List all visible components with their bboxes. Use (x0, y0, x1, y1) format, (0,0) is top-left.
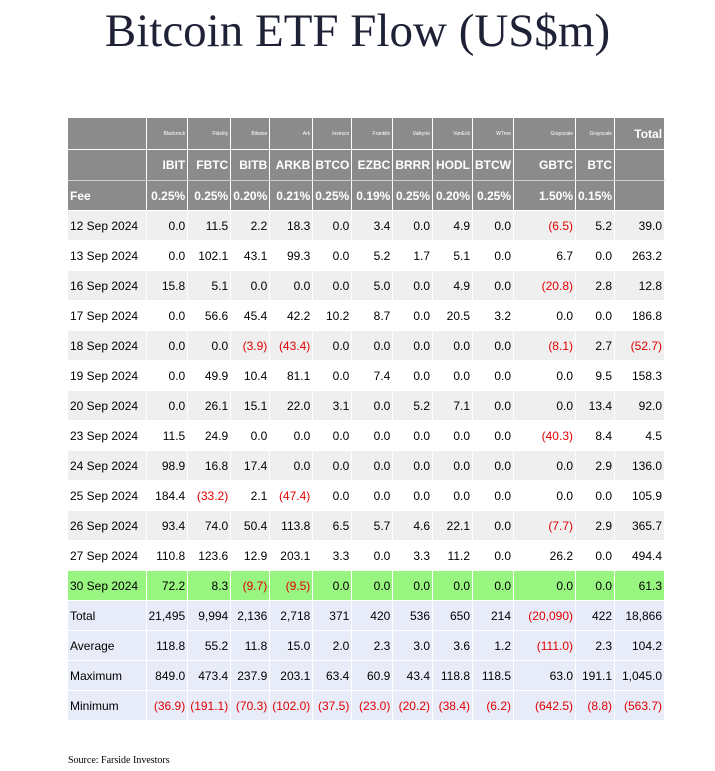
summary-cell: 55.2 (188, 631, 231, 661)
table-row (68, 241, 665, 271)
flow-cell: 0.0 (514, 391, 576, 421)
summary-cell: 2.0 (313, 631, 352, 661)
ticker-label: BTCW (473, 150, 514, 181)
flow-cell: 10.2 (313, 301, 352, 331)
flow-cell: 0.0 (473, 541, 514, 571)
issuer-header-blank (68, 118, 146, 150)
flow-cell: 0.0 (313, 271, 352, 301)
summary-cell: 104.2 (615, 631, 665, 661)
flow-cell: 0.0 (514, 571, 576, 601)
flow-cell: 0.0 (352, 331, 393, 361)
table-row (68, 571, 665, 601)
flow-cell: 0.0 (433, 331, 473, 361)
ticker-label: BTCO (313, 150, 352, 181)
flow-cell: 9.5 (576, 361, 615, 391)
flow-cell: 0.0 (473, 511, 514, 541)
fee-value: 0.25% (473, 181, 514, 211)
flow-cell: 0.0 (393, 211, 433, 241)
flow-cell: 0.0 (313, 241, 352, 271)
flow-cell: 0.0 (433, 421, 473, 451)
issuer-name: WTree (473, 118, 514, 150)
flow-cell: 0.0 (188, 331, 231, 361)
flow-cell: 15.1 (231, 391, 270, 421)
issuer-name: Bitwise (231, 118, 270, 150)
summary-cell: 60.9 (352, 661, 393, 691)
fee-value: 0.20% (231, 181, 270, 211)
ticker-label: BTC (576, 150, 615, 181)
flow-cell: 4.9 (433, 271, 473, 301)
summary-cell: (37.5) (313, 691, 352, 721)
fee-value: 0.21% (270, 181, 313, 211)
summary-cell: 371 (313, 601, 352, 631)
summary-cell: 1.2 (473, 631, 514, 661)
row-total: (52.7) (615, 331, 665, 361)
flow-cell: 8.4 (576, 421, 615, 451)
fee-value: 1.50% (514, 181, 576, 211)
summary-row (68, 631, 665, 661)
flow-cell: 0.0 (576, 571, 615, 601)
summary-cell: 536 (393, 601, 433, 631)
flow-cell: 0.0 (270, 271, 313, 301)
flow-cell: 93.4 (146, 511, 188, 541)
table-row (68, 211, 665, 241)
source-note: Source: Farside Investors (68, 755, 170, 766)
flow-cell: 0.0 (514, 481, 576, 511)
summary-label: Total (68, 601, 146, 631)
flow-cell: 5.2 (393, 391, 433, 421)
flow-cell: 123.6 (188, 541, 231, 571)
row-date: 12 Sep 2024 (68, 211, 146, 241)
summary-cell: 2,136 (231, 601, 270, 631)
row-total: 263.2 (615, 241, 665, 271)
row-total: 39.0 (615, 211, 665, 241)
summary-cell: 43.4 (393, 661, 433, 691)
issuer-name: Invesco (313, 118, 352, 150)
flow-cell: 99.3 (270, 241, 313, 271)
summary-cell: 118.8 (146, 631, 188, 661)
fee-value: 0.25% (146, 181, 188, 211)
flow-cell: 4.6 (393, 511, 433, 541)
flow-cell: 0.0 (146, 391, 188, 421)
flow-cell: 0.0 (473, 451, 514, 481)
flow-cell: 0.0 (514, 301, 576, 331)
ticker-header-row (68, 150, 665, 181)
summary-cell: 63.0 (514, 661, 576, 691)
flow-cell: 18.3 (270, 211, 313, 241)
issuer-name: Blackrock (146, 118, 188, 150)
summary-cell: (642.5) (514, 691, 576, 721)
summary-row (68, 691, 665, 721)
flow-cell: 0.0 (473, 331, 514, 361)
flow-cell: 0.0 (473, 271, 514, 301)
flow-cell: 2.9 (576, 451, 615, 481)
summary-cell: (6.2) (473, 691, 514, 721)
flow-cell: 12.9 (231, 541, 270, 571)
summary-cell: (20.2) (393, 691, 433, 721)
summary-cell: 11.8 (231, 631, 270, 661)
page-title: Bitcoin ETF Flow (US$m) (104, 5, 611, 57)
flow-cell: 0.0 (270, 451, 313, 481)
flow-cell: 22.1 (433, 511, 473, 541)
flow-cell: 20.5 (433, 301, 473, 331)
summary-label: Maximum (68, 661, 146, 691)
flow-cell: 13.4 (576, 391, 615, 421)
issuer-name: Fidelity (188, 118, 231, 150)
flow-cell: 2.8 (576, 271, 615, 301)
row-date: 24 Sep 2024 (68, 451, 146, 481)
flow-cell: 0.0 (393, 421, 433, 451)
flow-cell: (9.7) (231, 571, 270, 601)
summary-cell: 214 (473, 601, 514, 631)
flow-cell: 0.0 (231, 421, 270, 451)
summary-cell: 3.6 (433, 631, 473, 661)
flow-cell: 26.1 (188, 391, 231, 421)
issuer-name: Valkyrie (393, 118, 433, 150)
flow-cell: 7.1 (433, 391, 473, 421)
flow-cell: 0.0 (393, 571, 433, 601)
row-total: 105.9 (615, 481, 665, 511)
summary-cell: 63.4 (313, 661, 352, 691)
ticker-label: HODL (433, 150, 473, 181)
row-total: 186.8 (615, 301, 665, 331)
summary-cell: 118.8 (433, 661, 473, 691)
fee-value: 0.25% (313, 181, 352, 211)
flow-cell: 0.0 (393, 271, 433, 301)
fee-value: 0.25% (393, 181, 433, 211)
summary-cell: (36.9) (146, 691, 188, 721)
ticker-label: BITB (231, 150, 270, 181)
summary-cell: (111.0) (514, 631, 576, 661)
summary-cell: (20,090) (514, 601, 576, 631)
row-total: 494.4 (615, 541, 665, 571)
flow-cell: 0.0 (270, 421, 313, 451)
flow-cell: 98.9 (146, 451, 188, 481)
table-row (68, 301, 665, 331)
flow-cell: (43.4) (270, 331, 313, 361)
flow-cell: 0.0 (313, 211, 352, 241)
flow-cell: 22.0 (270, 391, 313, 421)
flow-cell: 2.7 (576, 331, 615, 361)
issuer-name: Ark (270, 118, 313, 150)
flow-cell: 3.3 (393, 541, 433, 571)
flow-cell: (40.3) (514, 421, 576, 451)
flow-cell: 56.6 (188, 301, 231, 331)
summary-cell: (8.8) (576, 691, 615, 721)
flow-cell: 3.3 (313, 541, 352, 571)
row-total: 158.3 (615, 361, 665, 391)
flow-cell: 42.2 (270, 301, 313, 331)
flow-cell: 81.1 (270, 361, 313, 391)
issuer-name: Franklin (352, 118, 393, 150)
flow-cell: 0.0 (514, 361, 576, 391)
summary-cell: 237.9 (231, 661, 270, 691)
flow-cell: 72.2 (146, 571, 188, 601)
flow-cell: 0.0 (433, 451, 473, 481)
flow-cell: 45.4 (231, 301, 270, 331)
flow-cell: 0.0 (313, 481, 352, 511)
flow-cell: 50.4 (231, 511, 270, 541)
row-date: 30 Sep 2024 (68, 571, 146, 601)
ticker-total-blank (615, 150, 665, 181)
summary-cell: 473.4 (188, 661, 231, 691)
summary-row (68, 601, 665, 631)
total-header: Total (615, 118, 665, 150)
flow-cell: 1.7 (393, 241, 433, 271)
flow-cell: 74.0 (188, 511, 231, 541)
flow-cell: 0.0 (393, 451, 433, 481)
flow-cell: 0.0 (352, 391, 393, 421)
flow-cell: 0.0 (352, 541, 393, 571)
ticker-label: BRRR (393, 150, 433, 181)
flow-cell: 0.0 (146, 361, 188, 391)
flow-cell: 0.0 (313, 421, 352, 451)
flow-cell: 5.0 (352, 271, 393, 301)
row-total: 4.5 (615, 421, 665, 451)
flow-cell: 3.1 (313, 391, 352, 421)
summary-cell: (23.0) (352, 691, 393, 721)
flow-cell: 0.0 (473, 481, 514, 511)
flow-cell: 0.0 (313, 451, 352, 481)
table-row (68, 391, 665, 421)
table-row (68, 361, 665, 391)
flow-cell: 0.0 (393, 331, 433, 361)
issuer-name: Grayscale (576, 118, 615, 150)
flow-cell: 0.0 (231, 271, 270, 301)
flow-cell: 113.8 (270, 511, 313, 541)
flow-cell: 6.5 (313, 511, 352, 541)
table-row (68, 421, 665, 451)
table-row (68, 331, 665, 361)
flow-cell: 184.4 (146, 481, 188, 511)
row-date: 27 Sep 2024 (68, 541, 146, 571)
flow-cell: 0.0 (433, 361, 473, 391)
flow-cell: 8.7 (352, 301, 393, 331)
flow-cell: 11.5 (146, 421, 188, 451)
flow-cell: 4.9 (433, 211, 473, 241)
flow-cell: 49.9 (188, 361, 231, 391)
row-date: 18 Sep 2024 (68, 331, 146, 361)
flow-cell: 0.0 (313, 361, 352, 391)
summary-cell: 15.0 (270, 631, 313, 661)
flow-cell: 0.0 (576, 481, 615, 511)
flow-cell: 0.0 (433, 571, 473, 601)
flow-cell: 8.3 (188, 571, 231, 601)
flow-cell: 26.2 (514, 541, 576, 571)
flow-cell: 2.9 (576, 511, 615, 541)
flow-cell: 0.0 (393, 301, 433, 331)
summary-cell: 18,866 (615, 601, 665, 631)
flow-cell: 5.1 (433, 241, 473, 271)
flow-cell: 0.0 (393, 361, 433, 391)
summary-label: Minimum (68, 691, 146, 721)
table-row (68, 541, 665, 571)
ticker-label: GBTC (514, 150, 576, 181)
row-date: 25 Sep 2024 (68, 481, 146, 511)
table-row (68, 451, 665, 481)
summary-cell: 3.0 (393, 631, 433, 661)
row-total: 365.7 (615, 511, 665, 541)
flow-cell: 0.0 (576, 301, 615, 331)
flow-cell: 110.8 (146, 541, 188, 571)
issuer-name: VanEck (433, 118, 473, 150)
row-date: 17 Sep 2024 (68, 301, 146, 331)
table-row (68, 271, 665, 301)
flow-cell: 5.1 (188, 271, 231, 301)
summary-cell: 118.5 (473, 661, 514, 691)
summary-cell: (38.4) (433, 691, 473, 721)
table-row (68, 511, 665, 541)
flow-cell: 0.0 (352, 571, 393, 601)
flow-cell: 24.9 (188, 421, 231, 451)
flow-cell: 0.0 (146, 301, 188, 331)
row-total: 61.3 (615, 571, 665, 601)
summary-cell: 1,045.0 (615, 661, 665, 691)
summary-row (68, 661, 665, 691)
flow-cell: 3.2 (473, 301, 514, 331)
flow-cell: 0.0 (146, 211, 188, 241)
fee-total-blank (615, 181, 665, 211)
summary-cell: 650 (433, 601, 473, 631)
row-date: 19 Sep 2024 (68, 361, 146, 391)
flow-cell: 0.0 (352, 421, 393, 451)
row-date: 26 Sep 2024 (68, 511, 146, 541)
row-total: 12.8 (615, 271, 665, 301)
flow-cell: 0.0 (146, 241, 188, 271)
flow-cell: 0.0 (473, 391, 514, 421)
fee-value: 0.20% (433, 181, 473, 211)
ticker-label: IBIT (146, 150, 188, 181)
flow-cell: 0.0 (433, 481, 473, 511)
summary-cell: (191.1) (188, 691, 231, 721)
flow-cell: 5.2 (576, 211, 615, 241)
ticker-label: ARKB (270, 150, 313, 181)
summary-cell: (70.3) (231, 691, 270, 721)
summary-cell: 2.3 (352, 631, 393, 661)
issuer-name: Grayscale (514, 118, 576, 150)
flow-cell: (7.7) (514, 511, 576, 541)
summary-cell: 422 (576, 601, 615, 631)
flow-cell: 102.1 (188, 241, 231, 271)
flow-cell: 10.4 (231, 361, 270, 391)
flow-cell: 15.8 (146, 271, 188, 301)
summary-cell: 849.0 (146, 661, 188, 691)
flow-cell: (6.5) (514, 211, 576, 241)
flow-cell: (8.1) (514, 331, 576, 361)
row-date: 16 Sep 2024 (68, 271, 146, 301)
flow-cell: 6.7 (514, 241, 576, 271)
fee-value: 0.19% (352, 181, 393, 211)
summary-cell: 9,994 (188, 601, 231, 631)
flow-cell: 0.0 (146, 331, 188, 361)
summary-cell: 2,718 (270, 601, 313, 631)
flow-cell: 0.0 (393, 481, 433, 511)
flow-cell: 2.2 (231, 211, 270, 241)
row-total: 92.0 (615, 391, 665, 421)
flow-cell: 0.0 (514, 451, 576, 481)
flow-cell: 3.4 (352, 211, 393, 241)
flow-cell: (33.2) (188, 481, 231, 511)
flow-cell: 11.2 (433, 541, 473, 571)
flow-cell: 0.0 (473, 241, 514, 271)
summary-cell: 2.3 (576, 631, 615, 661)
flow-cell: 0.0 (473, 211, 514, 241)
flow-cell: (9.5) (270, 571, 313, 601)
flow-cell: 16.8 (188, 451, 231, 481)
summary-cell: 203.1 (270, 661, 313, 691)
ticker-header-blank (68, 150, 146, 181)
flow-cell: (20.8) (514, 271, 576, 301)
row-date: 20 Sep 2024 (68, 391, 146, 421)
flow-cell: 7.4 (352, 361, 393, 391)
flow-cell: 0.0 (313, 571, 352, 601)
fee-value: 0.15% (576, 181, 615, 211)
summary-label: Average (68, 631, 146, 661)
flow-cell: 5.7 (352, 511, 393, 541)
fee-label: Fee (68, 181, 146, 211)
flow-cell: 203.1 (270, 541, 313, 571)
flow-cell: 0.0 (473, 361, 514, 391)
ticker-label: EZBC (352, 150, 393, 181)
summary-cell: 21,495 (146, 601, 188, 631)
flow-cell: 0.0 (576, 241, 615, 271)
flow-cell: 0.0 (352, 451, 393, 481)
summary-cell: (563.7) (615, 691, 665, 721)
flow-cell: 11.5 (188, 211, 231, 241)
flow-cell: 0.0 (352, 481, 393, 511)
row-date: 13 Sep 2024 (68, 241, 146, 271)
summary-cell: 191.1 (576, 661, 615, 691)
flow-cell: (47.4) (270, 481, 313, 511)
flow-cell: 0.0 (313, 331, 352, 361)
summary-cell: 420 (352, 601, 393, 631)
issuer-header-row (68, 118, 665, 150)
fee-value: 0.25% (188, 181, 231, 211)
flow-cell: 0.0 (473, 571, 514, 601)
row-date: 23 Sep 2024 (68, 421, 146, 451)
flow-cell: 5.2 (352, 241, 393, 271)
ticker-label: FBTC (188, 150, 231, 181)
summary-cell: (102.0) (270, 691, 313, 721)
table-row (68, 481, 665, 511)
flow-cell: 17.4 (231, 451, 270, 481)
flow-cell: (3.9) (231, 331, 270, 361)
flow-cell: 43.1 (231, 241, 270, 271)
fee-row (68, 181, 665, 211)
row-total: 136.0 (615, 451, 665, 481)
flow-cell: 0.0 (576, 541, 615, 571)
flow-cell: 2.1 (231, 481, 270, 511)
etf-flow-table (68, 118, 665, 721)
flow-cell: 0.0 (473, 421, 514, 451)
